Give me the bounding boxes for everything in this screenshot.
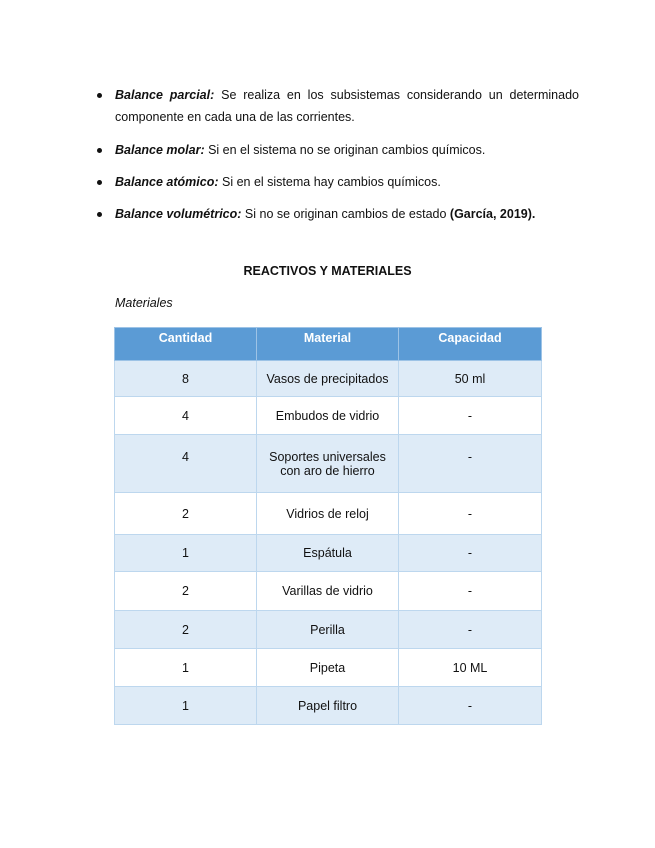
bullet-text: Se realiza en los subsistemas considerando un determinado componente en cada una de las corrientes. xyxy=(115,88,579,124)
bullet-term: Balance atómico: xyxy=(115,175,219,189)
cell-material: Vidrios de reloj xyxy=(257,493,399,535)
section-title: REACTIVOS Y MATERIALES xyxy=(243,264,412,278)
bullet-text: Si en el sistema no se originan cambios químicos. xyxy=(204,143,486,157)
materials-table xyxy=(114,327,542,725)
cell-capacidad: - xyxy=(399,435,542,493)
table-row xyxy=(115,572,542,611)
header-material: Material xyxy=(257,328,399,361)
table-header-row xyxy=(115,328,542,361)
cell-material: Varillas de vidrio xyxy=(257,572,399,611)
cell-material: Vasos de precipitados xyxy=(257,361,399,397)
cell-capacidad: - xyxy=(399,572,542,611)
cell-cantidad: 4 xyxy=(115,397,257,435)
cell-capacidad: - xyxy=(399,535,542,572)
table-row xyxy=(115,361,542,397)
bullet-icon xyxy=(97,148,102,153)
bullet-icon xyxy=(97,180,102,185)
table-row xyxy=(115,687,542,725)
cell-cantidad: 2 xyxy=(115,611,257,649)
cell-capacidad: - xyxy=(399,493,542,535)
table-row xyxy=(115,611,542,649)
cell-cantidad: 1 xyxy=(115,535,257,572)
cell-capacidad: - xyxy=(399,611,542,649)
bullet-text: Si en el sistema hay cambios químicos. xyxy=(218,175,441,189)
bullet-icon xyxy=(97,212,102,217)
bullet-icon xyxy=(97,93,102,98)
bullet-text: Si no se originan cambios de estado xyxy=(241,207,450,221)
cell-cantidad: 1 xyxy=(115,649,257,687)
list-item xyxy=(95,171,579,193)
header-cantidad: Cantidad xyxy=(115,328,257,361)
cell-cantidad: 2 xyxy=(115,493,257,535)
bullet-term: Balance volumétrico: xyxy=(115,207,242,221)
cell-cantidad: 4 xyxy=(115,435,257,493)
cell-capacidad: - xyxy=(399,397,542,435)
cell-cantidad: 1 xyxy=(115,687,257,725)
cell-capacidad: - xyxy=(399,687,542,725)
table-caption: Materiales xyxy=(115,296,173,310)
cell-material: Perilla xyxy=(257,611,399,649)
cell-capacidad: 50 ml xyxy=(399,361,542,397)
cell-material: Espátula xyxy=(257,535,399,572)
cell-capacidad: 10 ML xyxy=(399,649,542,687)
table-row xyxy=(115,535,542,572)
list-item xyxy=(95,139,579,161)
header-capacidad: Capacidad xyxy=(399,328,542,361)
table-row xyxy=(115,435,542,493)
table-row xyxy=(115,397,542,435)
table-row xyxy=(115,493,542,535)
cell-material: Soportes universales con aro de hierro xyxy=(257,435,399,493)
table-row xyxy=(115,649,542,687)
list-item xyxy=(95,203,579,225)
cell-cantidad: 8 xyxy=(115,361,257,397)
cell-material: Papel filtro xyxy=(257,687,399,725)
cell-cantidad: 2 xyxy=(115,572,257,611)
list-item xyxy=(95,84,579,128)
cell-material: Pipeta xyxy=(257,649,399,687)
bullet-term: Balance molar: xyxy=(115,143,205,157)
balance-types-list xyxy=(95,84,579,235)
citation: (García, 2019). xyxy=(449,207,536,221)
cell-material: Embudos de vidrio xyxy=(257,397,399,435)
bullet-term: Balance parcial: xyxy=(115,88,215,102)
